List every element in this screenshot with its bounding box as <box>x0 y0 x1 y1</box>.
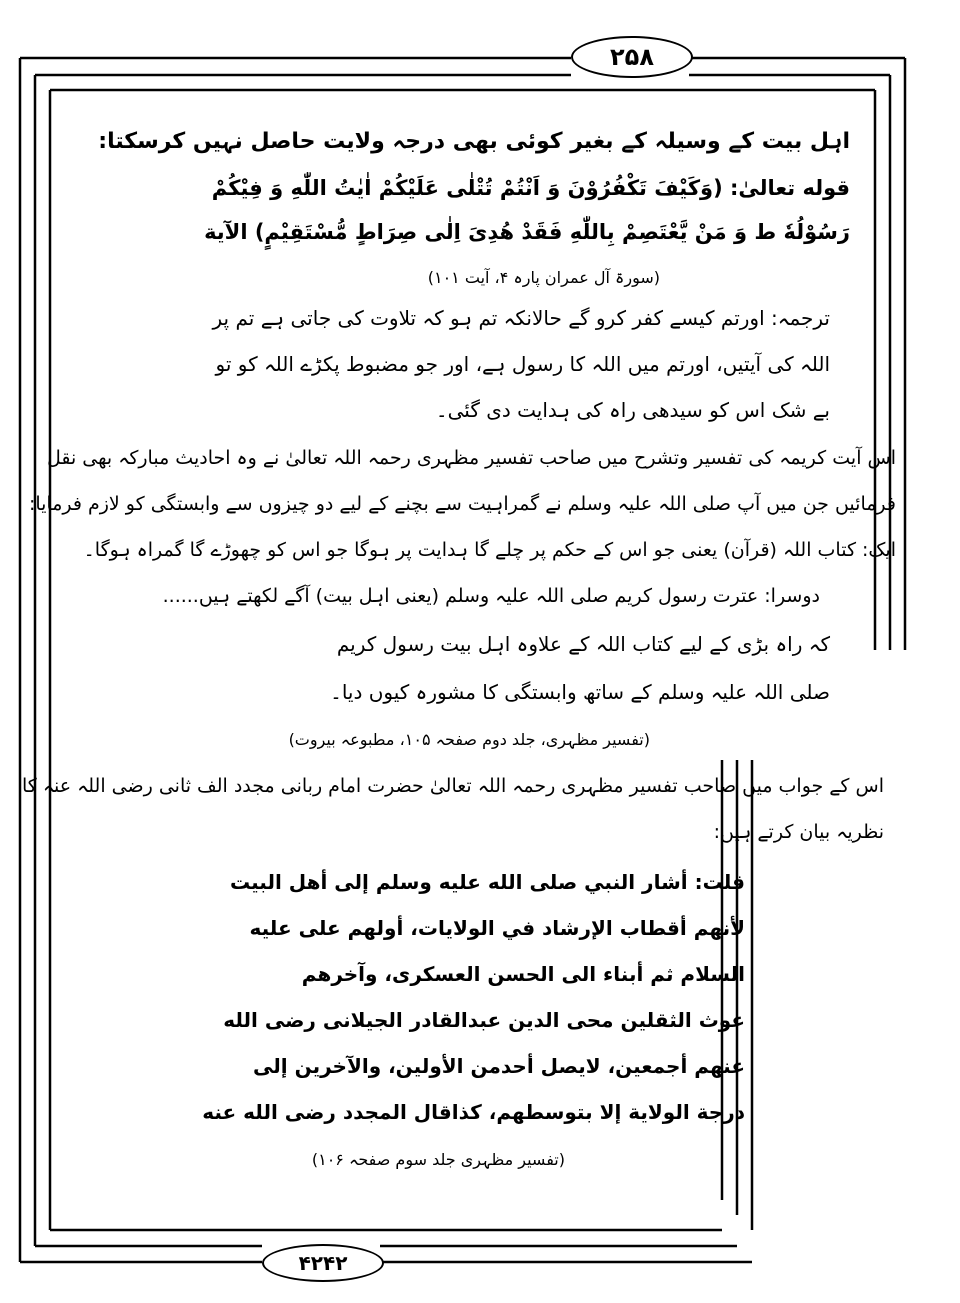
translation-line-2: اللہ کی آیتیں، اورتم میں اللہ کا رسول ہے، اور جو مضبوط پکڑے اللہ کو تو <box>215 352 830 376</box>
quote-reference: (تفسیر مظہری، جلد دوم صفحہ ۱۰۵، مطبوعہ بیروت) <box>288 730 650 749</box>
page-number-top: ۲۵۸ <box>571 36 693 78</box>
verse-line-2: رَسُوْلُهٗ ط وَ مَنْ يَّعْتَصِمْ بِاللّٰهِ فَقَدْ هُدِىَ اِلٰى صِرَاطٍ مُّسْتَقِيْمٍ) الآية <box>204 220 850 244</box>
arabic-reference: (تفسیر مظہری جلد سوم صفحہ ۱۰۶) <box>311 1150 565 1169</box>
arabic-line-3: السلام ثم أبناء الى الحسن العسكرى، وآخرهم <box>301 962 745 986</box>
translation-line-3: بے شک اس کو سیدھی راہ کی ہدایت دی گئی۔ <box>435 398 830 422</box>
arabic-line-6: درجة الولاية إلا بتوسطهم، كذاقال المجدد رضى الله عنه <box>202 1100 745 1124</box>
quote-line-1: کہ راہ بڑی کے لیے کتاب اللہ کے علاوہ اہل بیت رسول کریم <box>336 632 830 656</box>
page-number-bottom: ۴۲۴۲ <box>262 1244 384 1282</box>
verse-line-1: قوله تعالىٰ: (وَكَيْفَ تَكْفُرُوْنَ وَ اَنْتُمْ تُتْلٰى عَلَيْكُمْ اٰيٰتُ اللّٰهِ وَ فِيْكُمْ <box>211 176 850 200</box>
paragraph-1-line-1: اس آیت کریمہ کی تفسیر وتشرح میں صاحب تفسیر مظہری رحمہ اللہ تعالیٰ نے وہ احادیث مبارکہ بھی نقل <box>46 447 896 469</box>
verse-reference: (سورۃ آل عمران پارہ ۴، آیت ۱۰۱) <box>427 268 660 287</box>
arabic-line-1: قلت: أشار النبي صلى الله عليه وسلم إلى أهل البيت <box>229 870 745 894</box>
arabic-line-4: غوث الثقلين محى الدين عبدالقادر الجيلانى رضى الله <box>223 1008 745 1032</box>
translation-line-1: ترجمہ: اورتم کیسے کفر کرو گے حالانکہ تم ہو کہ تلاوت کی جاتی ہے تم پر <box>212 306 830 330</box>
paragraph-1-line-2: فرمائیں جن میں آپ صلی اللہ علیہ وسلم نے گمراہیت سے بچنے کے لیے دو چیزوں سے وابستگی کو لازم فرمایا: <box>28 493 896 515</box>
paragraph-1-line-3: ایک: کتاب اللہ (قرآن) یعنی جو اس کے حکم پر چلے گا ہدایت پر ہوگا جو اس کو چھوڑے گا گمراہ ہوگا۔ <box>83 539 896 561</box>
paragraph-1-line-4: دوسرا: عترت رسول کریم صلی اللہ علیہ وسلم (یعنی اہل بیت) آگے لکھتے ہیں...... <box>162 585 820 607</box>
paragraph-2-line-2: نظریہ بیان کرتے ہیں: <box>713 821 884 843</box>
arabic-line-2: لأنهم أقطاب الإرشاد في الولايات، أولهم على عليه <box>249 916 745 940</box>
paragraph-2-line-1: اس کے جواب میں صاحب تفسیر مظہری رحمہ اللہ تعالیٰ حضرت امام ربانی مجدد الف ثانی رضی اللہ عنہ کا <box>21 775 884 797</box>
section-heading: اہل بیت کے وسیلہ کے بغیر کوئی بھی درجہ ولایت حاصل نہیں کرسکتا: <box>98 129 850 154</box>
quote-line-2: صلی اللہ علیہ وسلم کے ساتھ وابستگی کا مشورہ کیوں دیا۔ <box>330 680 830 704</box>
arabic-line-5: عنهم أجمعين، لايصل أحدمن الأولين، والآخرين إلى <box>253 1054 745 1078</box>
